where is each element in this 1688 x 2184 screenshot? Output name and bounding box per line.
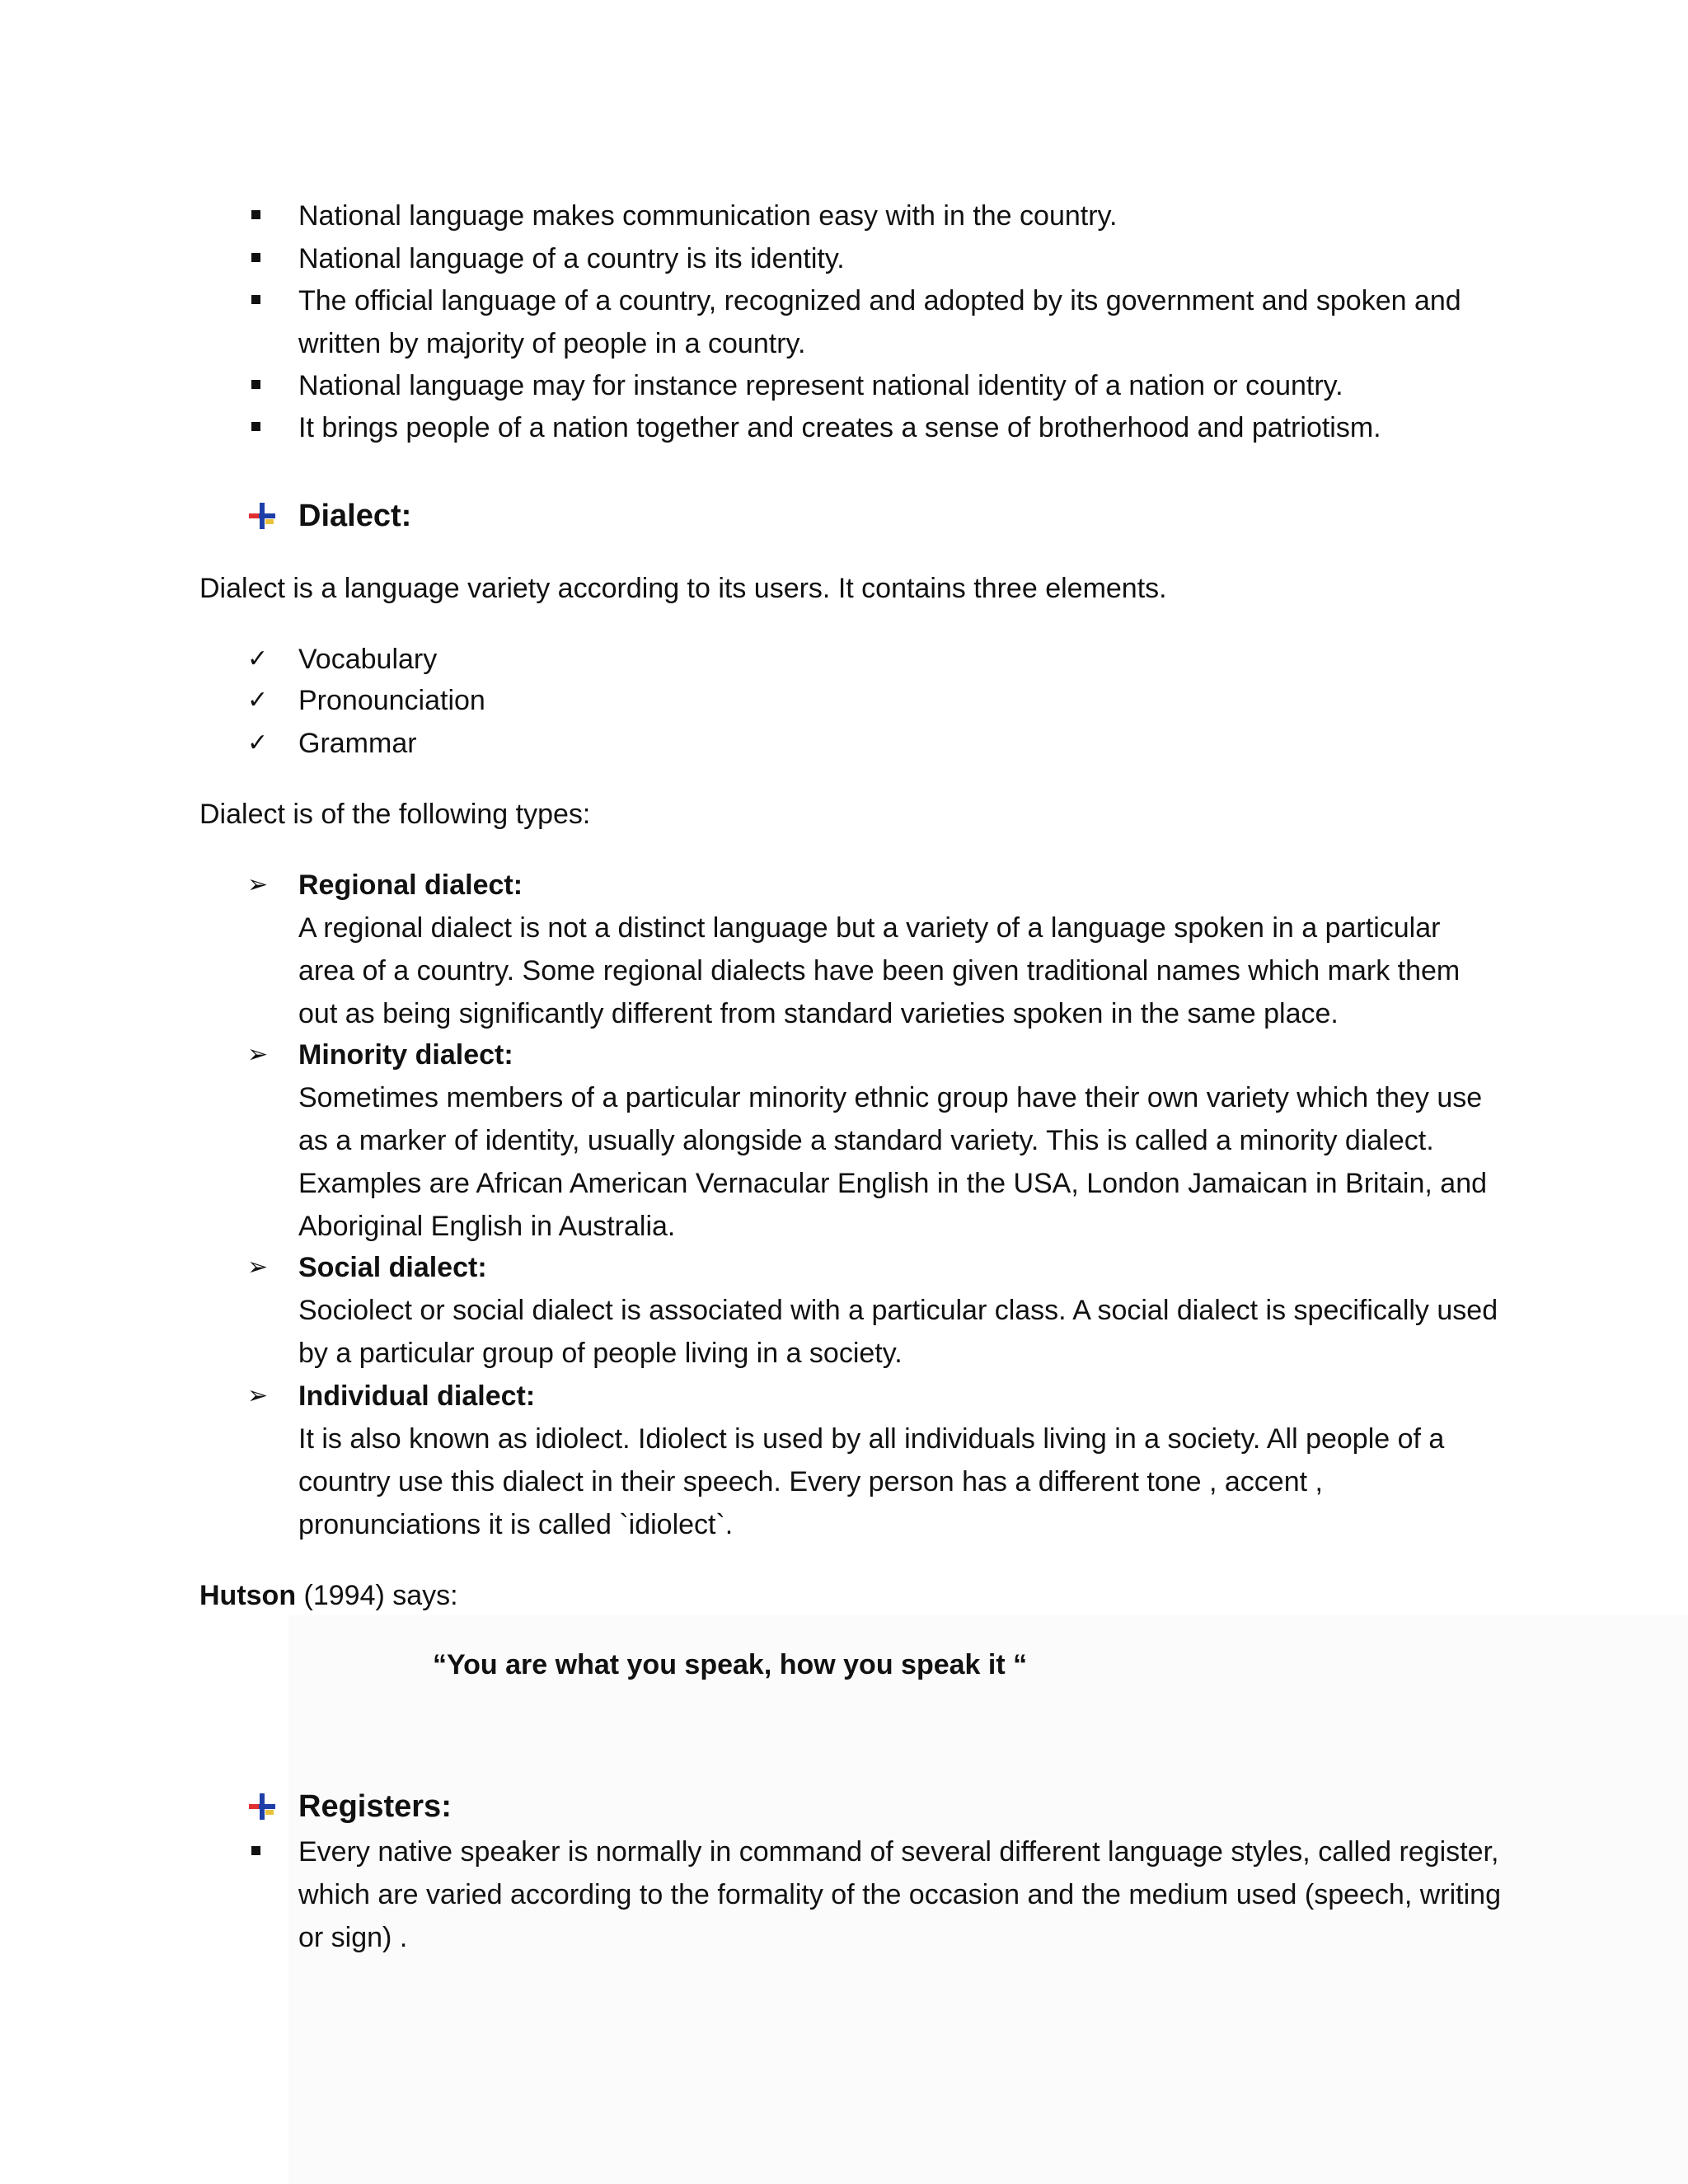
checkmark-icon: ✓ — [247, 645, 269, 673]
citation-rest: (1994) says: — [296, 1580, 458, 1611]
dialect-heading: Dialect: — [298, 499, 412, 533]
dialect-types-intro: Dialect is of the following types: — [199, 799, 591, 830]
citation-line — [199, 1574, 1568, 1617]
square-bullet-icon — [251, 422, 260, 431]
minority-dialect-text: Sometimes members of a particular minority ethnic group have their own variety which they use as a marker of identity, usually alongside a standard variety. This is called a minority dialect. Examples are African American Vernacular English in the USA, London Jamaican in Britain, and Aboriginal English in Australia. — [298, 1082, 1488, 1242]
square-bullet-icon — [251, 210, 260, 219]
square-bullet-icon — [251, 253, 260, 262]
checkmark-icon: ✓ — [247, 729, 269, 757]
social-dialect-title: Social dialect: — [298, 1252, 487, 1283]
national-bullet-1: National language makes communication easy with in the country. — [298, 200, 1118, 232]
regional-dialect-text: A regional dialect is not a distinct language but a variety of a language spoken in a particular area of a country. Some regional dialects have been given traditional names which mark them out as being significantly different from standard varieties spoken in the same place. — [298, 912, 1461, 1029]
element-grammar: Grammar — [298, 728, 417, 759]
national-bullet-3: The official language of a country, recognized and adopted by its government and spoken and written by majority of people in a country. — [298, 285, 1461, 359]
national-bullet-5: It brings people of a nation together and creates a sense of brotherhood and patriotism. — [298, 412, 1381, 443]
minority-dialect-title: Minority dialect: — [298, 1039, 513, 1071]
checkmark-icon: ✓ — [247, 687, 269, 714]
element-pronounciation: Pronounciation — [298, 685, 485, 716]
social-dialect-text: Sociolect or social dialect is associated with a particular class. A social dialect is specifically used by a particular group of people living in a society. — [298, 1295, 1498, 1369]
square-bullet-icon — [251, 295, 260, 304]
individual-dialect-text: It is also known as idiolect. Idiolect is used by all individuals living in a society. All people of a country use this dialect in their speech. Every person has a different tone , accent , pronunciations it is called `idiolect`. — [298, 1423, 1445, 1540]
regional-dialect-title: Regional dialect: — [298, 869, 523, 901]
citation-author: Hutson — [199, 1580, 297, 1611]
element-vocabulary: Vocabulary — [298, 644, 438, 675]
square-bullet-icon — [251, 1846, 260, 1855]
arrowhead-bullet-icon: ➢ — [247, 1041, 269, 1068]
arrowhead-bullet-icon: ➢ — [247, 1382, 269, 1409]
national-bullet-2: National language of a country is its identity. — [298, 243, 845, 274]
plus-pushpin-icon — [246, 1790, 279, 1823]
registers-bullet-1: Every native speaker is normally in command of several different language styles, called register, which are varied according to the formality of the occasion and the medium used (speech, writing or sign) . — [298, 1836, 1501, 1953]
individual-dialect-title: Individual dialect: — [298, 1380, 536, 1412]
plus-pushpin-icon — [246, 499, 279, 532]
arrowhead-bullet-icon: ➢ — [247, 1254, 269, 1281]
arrowhead-bullet-icon: ➢ — [247, 871, 269, 898]
dialect-intro: Dialect is a language variety according to its users. It contains three elements. — [199, 573, 1167, 604]
square-bullet-icon — [251, 380, 260, 389]
quote: “You are what you speak, how you speak it “ — [433, 1649, 1028, 1680]
national-bullet-4: National language may for instance represent national identity of a nation or country. — [298, 370, 1343, 401]
registers-heading: Registers: — [298, 1789, 452, 1824]
